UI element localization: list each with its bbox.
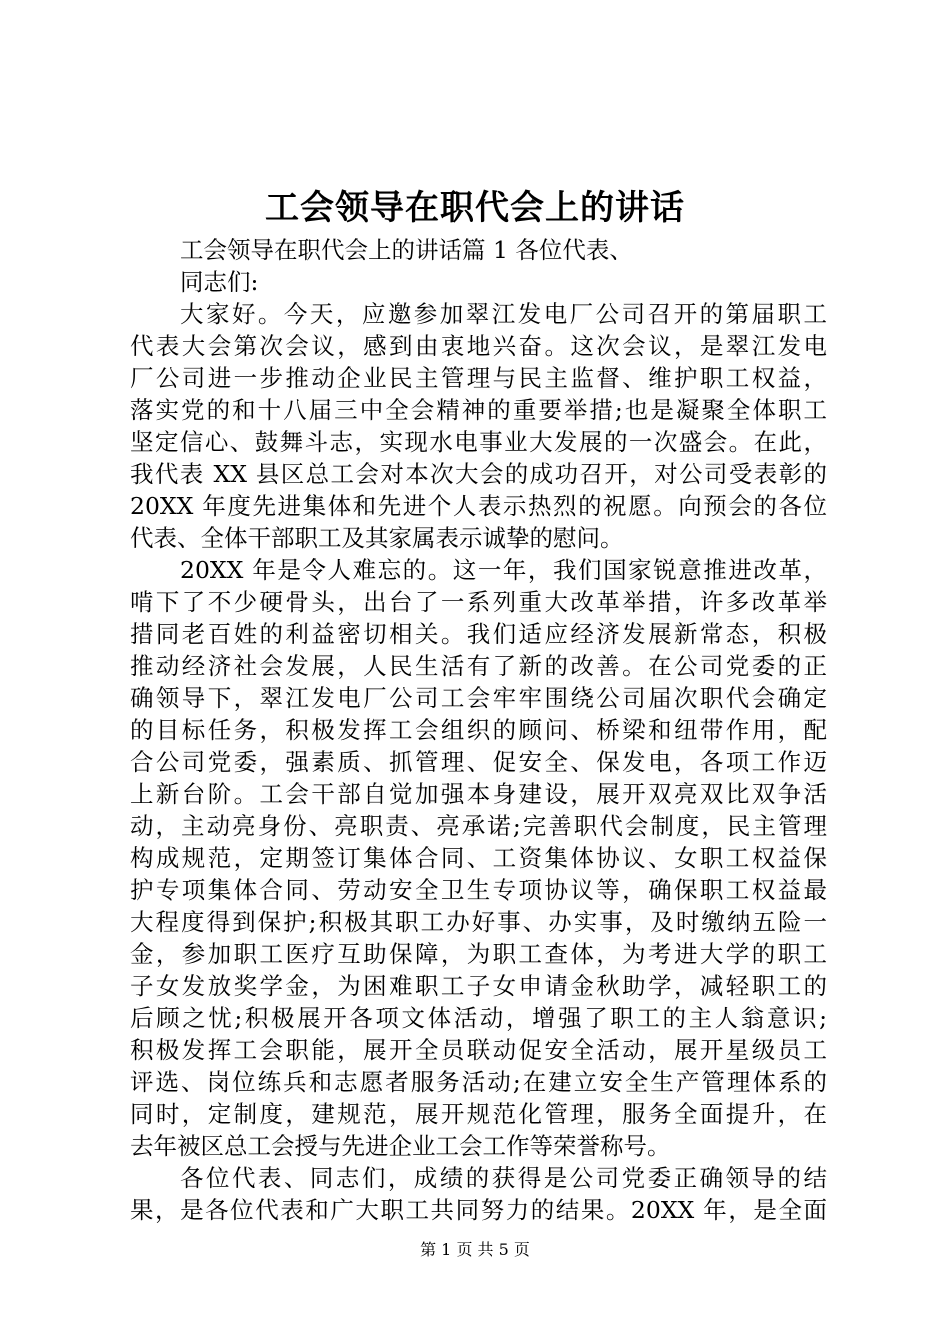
body-line: 厂公司进一步推动企业民主管理与民主监督、维护职工权益， (130, 364, 827, 392)
body-line: 合公司党委，强素质、抓管理、促安全、保发电，各项工作迈 (130, 748, 827, 776)
body-line: 代表、全体干部职工及其家属表示诚挚的慰问。 (130, 524, 624, 552)
body-line: 同志们: (180, 268, 259, 296)
body-line: 构成规范，定期签订集体合同、工资集体协议、女职工权益保 (130, 844, 827, 872)
body-line: 护专项集体合同、劳动安全卫生专项协议等，确保职工权益最 (130, 876, 827, 904)
body-line: 去年被区总工会授与先进企业工会工作等荣誉称号。 (130, 1132, 671, 1160)
body-line: 大家好。今天，应邀参加翠江发电厂公司召开的第届职工 (180, 300, 827, 328)
body-line: 确领导下，翠江发电厂公司工会牢牢围绕公司届次职代会确定 (130, 684, 827, 712)
body-line: 子女发放奖学金，为困难职工子女申请金秋助学，减轻职工的 (130, 972, 827, 1000)
document-title: 工会领导在职代会上的讲话 (265, 188, 685, 228)
body-line: 上新台阶。工会干部自觉加强本身建设，展开双亮双比双争活 (130, 780, 827, 808)
body-line: 的目标任务，积极发挥工会组织的顾问、桥梁和纽带作用，配 (130, 716, 827, 744)
body-line: 我代表 XX 县区总工会对本次大会的成功召开，对公司受表彰的 (130, 460, 827, 488)
body-line: 果，是各位代表和广大职工共同努力的结果。20XX 年，是全面 (130, 1196, 827, 1224)
body-line: 啃下了不少硬骨头，出台了一系列重大改革举措，许多改革举 (130, 588, 827, 616)
body-line: 推动经济社会发展，人民生活有了新的改善。在公司党委的正 (130, 652, 827, 680)
body-line: 20XX 年度先进集体和先进个人表示热烈的祝愿。向预会的各位 (130, 492, 827, 520)
body-line: 措同老百姓的利益密切相关。我们适应经济发展新常态，积极 (130, 620, 827, 648)
body-line: 大程度得到保护;积极其职工办好事、办实事，及时缴纳五险一 (130, 908, 827, 936)
body-line: 工会领导在职代会上的讲话篇 1 各位代表、 (180, 236, 633, 264)
body-line: 同时，定制度，建规范，展开规范化管理，服务全面提升，在 (130, 1100, 827, 1128)
body-line: 20XX 年是令人难忘的。这一年，我们国家锐意推进改革， (180, 556, 827, 584)
body-line: 动，主动亮身份、亮职责、亮承诺;完善职代会制度，民主管理 (130, 812, 827, 840)
body-line: 代表大会第次会议，感到由衷地兴奋。这次会议，是翠江发电 (130, 332, 827, 360)
body-line: 积极发挥工会职能，展开全员联动促安全活动，展开星级员工 (130, 1036, 827, 1064)
page-footer: 第 1 页 共 5 页 (420, 1240, 530, 1259)
body-line: 坚定信心、鼓舞斗志，实现水电事业大发展的一次盛会。在此， (130, 428, 827, 456)
body-line: 落实党的和十八届三中全会精神的重要举措;也是凝聚全体职工 (130, 396, 827, 424)
body-line: 金，参加职工医疗互助保障，为职工查体，为考进大学的职工 (130, 940, 827, 968)
body-line: 后顾之忧;积极展开各项文体活动，增强了职工的主人翁意识; (130, 1004, 827, 1032)
body-line: 各位代表、同志们，成绩的获得是公司党委正确领导的结 (180, 1164, 827, 1192)
document-body (130, 234, 827, 1226)
body-line: 评选、岗位练兵和志愿者服务活动;在建立安全生产管理体系的 (130, 1068, 827, 1096)
